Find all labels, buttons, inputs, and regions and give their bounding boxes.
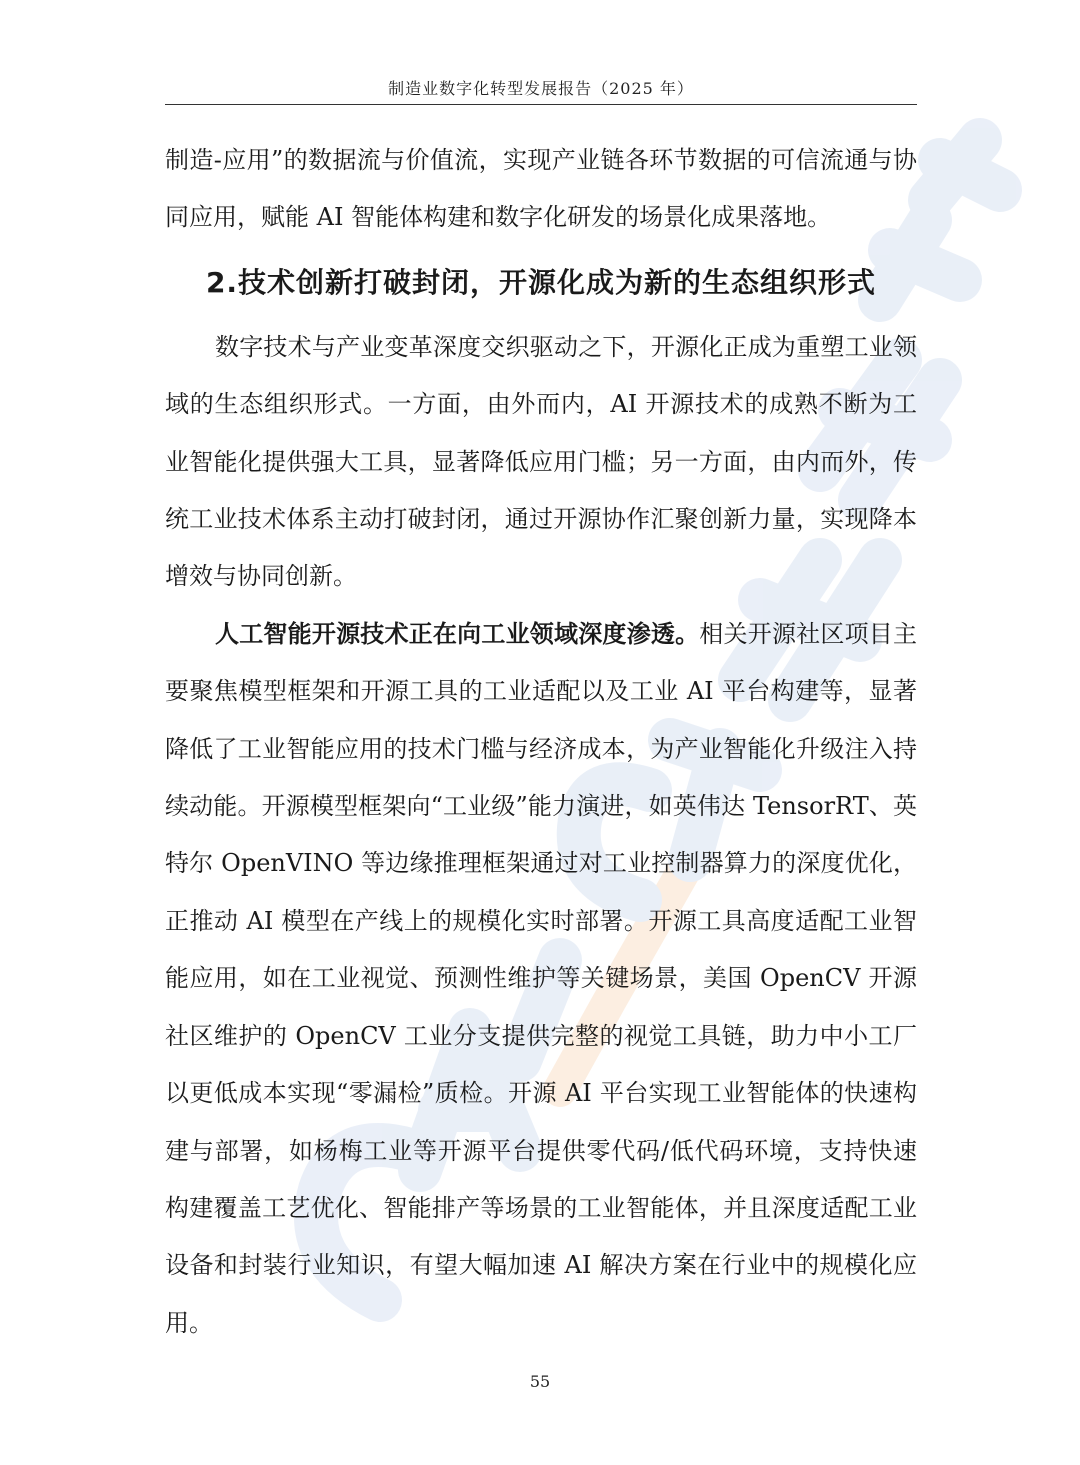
paragraph-lead-sentence: 人工智能开源技术正在向工业领域深度渗透。 xyxy=(215,619,700,648)
section-heading: 2.技术创新打破封闭，开源化成为新的生态组织形式 xyxy=(205,265,877,299)
paragraph-continued: 制造-应用”的数据流与价值流，实现产业链各环节数据的可信流通与协同应用，赋能 AI 智能体构建和数字化研发的场景化成果落地。 xyxy=(165,146,917,232)
paragraph-open-source-ecosystem: 数字技术与产业变革深度交织驱动之下，开源化正成为重塑工业领域的生态组织形式。一方面，由外而内，AI 开源技术的成熟不断为工业智能化提供强大工具，显著降低应用门槛；另一方面，由内而外，传统工业技术体系主动打破封闭，通过开源协作汇聚创新力量，实现降本增效与协同创新。 xyxy=(165,332,917,591)
header-title: 制造业数字化转型发展报告（2025 年） xyxy=(388,79,694,98)
paragraph-body: 相关开源社区项目主要聚焦模型框架和开源工具的工业适配以及工业 AI 平台构建等，显著降低了工业智能应用的技术门槛与经济成本，为产业智能化升级注入持续动能。开源模型框架向“工业级”能力演进，如英伟达 TensorRT、英特尔 OpenVINO 等边缘推理框架通过对工业控制器算力的深度优化，正推动 AI 模型在产线上的规模化实时部署。开源工具高度适配工业智能应用，如在工业视觉、预测性维护等关键场景，美国 OpenCV 开源社区维护的 OpenCV 工业分支提供完整的视觉工具链，助力中小工厂以更低成本实现“零漏检”质检。开源 AI 平台实现工业智能体的快速构建与部署，如杨梅工业等开源平台提供零代码/低代码环境，支持快速构建覆盖工艺优化、智能排产等场景的工业智能体，并且深度适配工业设备和封装行业知识，有望大幅加速 AI 解决方案在行业中的规模化应用。 xyxy=(165,619,918,1337)
watermark-glyph-4 xyxy=(930,140,1000,200)
page-header xyxy=(165,68,917,105)
page-content xyxy=(165,132,917,1352)
page-number: 55 xyxy=(529,1372,551,1391)
paragraph-ai-open-source xyxy=(165,606,917,1352)
